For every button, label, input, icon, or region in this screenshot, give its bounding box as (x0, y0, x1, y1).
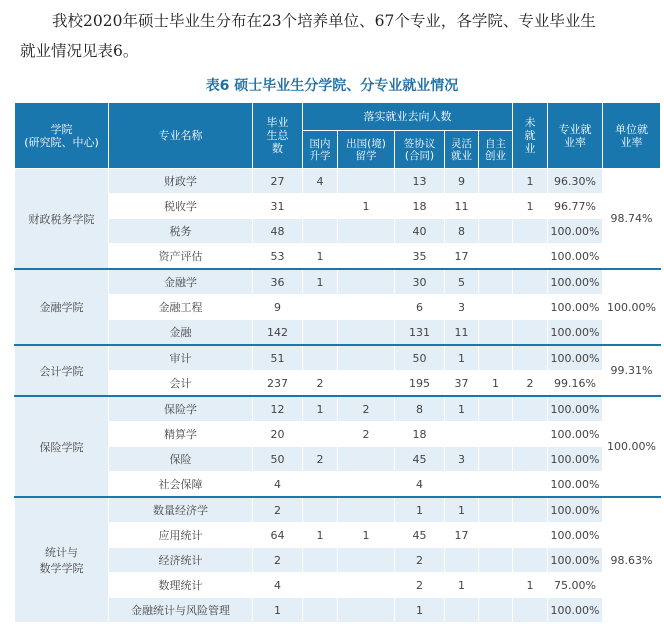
contract-cell: 35 (395, 244, 445, 270)
contract-cell: 6 (395, 295, 445, 320)
unemployed-cell: 2 (513, 371, 548, 397)
major-rate-cell: 100.00% (548, 598, 603, 623)
table-row (15, 320, 661, 346)
major-name-cell: 会计 (109, 371, 253, 397)
flexible-cell (445, 422, 479, 447)
table-row (15, 523, 661, 548)
startup-cell (479, 422, 513, 447)
table-row (15, 598, 661, 623)
major-rate-cell: 100.00% (548, 447, 603, 472)
unemployed-cell: 1 (513, 573, 548, 598)
domestic-cell (303, 422, 338, 447)
flexible-cell (445, 598, 479, 623)
unemployed-cell (513, 598, 548, 623)
flexible-cell: 17 (445, 244, 479, 270)
table-row (15, 244, 661, 270)
total-cell: 142 (253, 320, 303, 346)
contract-cell: 30 (395, 269, 445, 295)
domestic-cell: 2 (303, 447, 338, 472)
unemployed-cell (513, 345, 548, 371)
major-rate-cell: 100.00% (548, 320, 603, 346)
table-row (15, 219, 661, 244)
header-destinations: 落实就业去向人数 (303, 103, 513, 131)
total-cell: 9 (253, 295, 303, 320)
unit-rate-cell: 100.00% (603, 396, 661, 497)
header-domestic-label: 国内升学 (309, 137, 331, 162)
major-rate-cell: 99.16% (548, 371, 603, 397)
major-name-cell: 审计 (109, 345, 253, 371)
major-name-cell: 精算学 (109, 422, 253, 447)
table-body (15, 169, 661, 623)
startup-cell (479, 447, 513, 472)
major-name-cell: 金融统计与风险管理 (109, 598, 253, 623)
startup-cell (479, 523, 513, 548)
contract-cell: 131 (395, 320, 445, 346)
total-cell: 48 (253, 219, 303, 244)
flexible-cell: 1 (445, 345, 479, 371)
major-rate-cell: 96.30% (548, 169, 603, 194)
college-cell: 财政税务学院 (15, 169, 109, 270)
flexible-cell: 3 (445, 447, 479, 472)
college-name-line-2: 数学学院 (39, 562, 84, 575)
unemployed-cell: 1 (513, 194, 548, 219)
unit-rate-cell: 98.74% (603, 169, 661, 270)
table-row (15, 295, 661, 320)
contract-cell: 195 (395, 371, 445, 397)
intro-line-2: 就业情况见表6。 (20, 42, 139, 60)
table-row (15, 472, 661, 498)
abroad-cell (338, 472, 395, 498)
major-name-cell: 财政学 (109, 169, 253, 194)
header-unit-rate-label: 单位就业率 (615, 122, 649, 149)
startup-cell (479, 497, 513, 523)
header-contract-label: 签协议(合同) (403, 137, 436, 162)
header-major-rate-label: 专业就业率 (558, 122, 592, 149)
abroad-cell (338, 497, 395, 523)
domestic-cell: 4 (303, 169, 338, 194)
unemployed-cell (513, 548, 548, 573)
abroad-cell (338, 295, 395, 320)
header-graduates (253, 103, 303, 169)
abroad-cell: 2 (338, 396, 395, 422)
total-cell: 1 (253, 598, 303, 623)
major-name-cell: 经济统计 (109, 548, 253, 573)
contract-cell: 2 (395, 548, 445, 573)
startup-cell (479, 598, 513, 623)
total-cell: 12 (253, 396, 303, 422)
startup-cell (479, 295, 513, 320)
header-college-label: 学院 (50, 122, 73, 136)
contract-cell: 45 (395, 447, 445, 472)
total-cell: 20 (253, 422, 303, 447)
major-name-cell: 金融 (109, 320, 253, 346)
contract-cell: 2 (395, 573, 445, 598)
unit-rate-cell: 98.63% (603, 497, 661, 623)
domestic-cell (303, 194, 338, 219)
unemployed-cell (513, 219, 548, 244)
college-cell: 金融学院 (15, 269, 109, 345)
contract-cell: 1 (395, 598, 445, 623)
domestic-cell (303, 548, 338, 573)
flexible-cell: 11 (445, 320, 479, 346)
abroad-cell (338, 371, 395, 397)
table-row (15, 396, 661, 422)
employment-table (14, 102, 661, 623)
flexible-cell (445, 472, 479, 498)
abroad-cell (338, 320, 395, 346)
header-abroad-label: 出国(境)留学 (346, 137, 386, 162)
major-name-cell: 资产评估 (109, 244, 253, 270)
startup-cell (479, 269, 513, 295)
contract-cell: 18 (395, 422, 445, 447)
domestic-cell: 1 (303, 523, 338, 548)
major-name-cell: 数量经济学 (109, 497, 253, 523)
major-rate-cell: 100.00% (548, 219, 603, 244)
domestic-cell: 1 (303, 396, 338, 422)
abroad-cell (338, 345, 395, 371)
unemployed-cell (513, 472, 548, 498)
domestic-cell (303, 219, 338, 244)
unemployed-cell (513, 320, 548, 346)
flexible-cell: 8 (445, 219, 479, 244)
header-contract (395, 131, 445, 169)
unemployed-cell (513, 523, 548, 548)
unemployed-cell (513, 269, 548, 295)
contract-cell: 50 (395, 345, 445, 371)
abroad-cell: 1 (338, 523, 395, 548)
abroad-cell (338, 573, 395, 598)
intro-paragraph (20, 6, 656, 66)
domestic-cell: 1 (303, 244, 338, 270)
startup-cell (479, 345, 513, 371)
domestic-cell: 1 (303, 269, 338, 295)
table-row (15, 447, 661, 472)
startup-cell (479, 573, 513, 598)
header-unit-rate (603, 103, 661, 169)
major-name-cell: 保险学 (109, 396, 253, 422)
major-rate-cell: 100.00% (548, 497, 603, 523)
unemployed-cell (513, 396, 548, 422)
major-rate-cell: 100.00% (548, 523, 603, 548)
startup-cell (479, 194, 513, 219)
table-row (15, 169, 661, 194)
flexible-cell: 5 (445, 269, 479, 295)
startup-cell (479, 548, 513, 573)
flexible-cell: 1 (445, 396, 479, 422)
unit-rate-cell: 100.00% (603, 269, 661, 345)
startup-cell (479, 169, 513, 194)
abroad-cell (338, 548, 395, 573)
flexible-cell (445, 548, 479, 573)
unemployed-cell: 1 (513, 169, 548, 194)
header-abroad (338, 131, 395, 169)
abroad-cell (338, 598, 395, 623)
header-major-rate (548, 103, 603, 169)
major-rate-cell: 100.00% (548, 472, 603, 498)
total-cell: 27 (253, 169, 303, 194)
unemployed-cell (513, 497, 548, 523)
header-startup-label: 自主创业 (485, 137, 506, 162)
contract-cell: 8 (395, 396, 445, 422)
header-domestic (303, 131, 338, 169)
total-cell: 4 (253, 472, 303, 498)
flexible-cell: 11 (445, 194, 479, 219)
contract-cell: 18 (395, 194, 445, 219)
contract-cell: 40 (395, 219, 445, 244)
header-college-sub: (研究院、中心) (24, 135, 99, 149)
major-rate-cell: 100.00% (548, 548, 603, 573)
table-row (15, 371, 661, 397)
header-college (15, 103, 109, 169)
college-name-line-1: 统计与 (45, 546, 78, 559)
table-row (15, 548, 661, 573)
flexible-cell: 37 (445, 371, 479, 397)
major-rate-cell: 100.00% (548, 295, 603, 320)
college-cell: 会计学院 (15, 345, 109, 396)
contract-cell: 45 (395, 523, 445, 548)
header-graduates-label: 毕业生总数 (266, 116, 289, 155)
unit-rate-cell: 99.31% (603, 345, 661, 396)
startup-cell: 1 (479, 371, 513, 397)
domestic-cell (303, 497, 338, 523)
abroad-cell (338, 244, 395, 270)
total-cell: 2 (253, 548, 303, 573)
startup-cell (479, 244, 513, 270)
major-rate-cell: 100.00% (548, 345, 603, 371)
table-row (15, 422, 661, 447)
major-name-cell: 金融学 (109, 269, 253, 295)
major-rate-cell: 75.00% (548, 573, 603, 598)
domestic-cell (303, 598, 338, 623)
major-rate-cell: 96.77% (548, 194, 603, 219)
total-cell: 4 (253, 573, 303, 598)
header-startup (479, 131, 513, 169)
contract-cell: 4 (395, 472, 445, 498)
major-name-cell: 数理统计 (109, 573, 253, 598)
abroad-cell (338, 447, 395, 472)
domestic-cell (303, 295, 338, 320)
unemployed-cell (513, 244, 548, 270)
major-name-cell: 税收学 (109, 194, 253, 219)
total-cell: 64 (253, 523, 303, 548)
unemployed-cell (513, 295, 548, 320)
college-cell: 保险学院 (15, 396, 109, 497)
major-name-cell: 金融工程 (109, 295, 253, 320)
table-row (15, 497, 661, 523)
domestic-cell (303, 472, 338, 498)
major-rate-cell: 100.00% (548, 244, 603, 270)
header-unemployed (513, 103, 548, 169)
flexible-cell: 1 (445, 497, 479, 523)
total-cell: 50 (253, 447, 303, 472)
header-unemployed-label: 未就业 (524, 116, 536, 155)
major-name-cell: 应用统计 (109, 523, 253, 548)
table-row (15, 345, 661, 371)
header-flexible (445, 131, 479, 169)
domestic-cell (303, 345, 338, 371)
major-name-cell: 保险 (109, 447, 253, 472)
domestic-cell: 2 (303, 371, 338, 397)
abroad-cell: 2 (338, 422, 395, 447)
total-cell: 36 (253, 269, 303, 295)
total-cell: 31 (253, 194, 303, 219)
table-caption: 表6 硕士毕业生分学院、分专业就业情况 (205, 78, 459, 94)
major-name-cell: 税务 (109, 219, 253, 244)
abroad-cell (338, 169, 395, 194)
major-rate-cell: 100.00% (548, 396, 603, 422)
flexible-cell: 17 (445, 523, 479, 548)
startup-cell (479, 396, 513, 422)
startup-cell (479, 320, 513, 346)
college-cell (15, 497, 109, 623)
flexible-cell: 3 (445, 295, 479, 320)
startup-cell (479, 219, 513, 244)
table-row (15, 573, 661, 598)
intro-line-1: 我校2020年硕士毕业生分布在23个培养单位、67个专业，各学院、专业毕业生 (52, 12, 596, 30)
major-name-cell: 社会保障 (109, 472, 253, 498)
table-row (15, 269, 661, 295)
startup-cell (479, 472, 513, 498)
total-cell: 53 (253, 244, 303, 270)
table-row (15, 194, 661, 219)
flexible-cell: 1 (445, 573, 479, 598)
total-cell: 2 (253, 497, 303, 523)
header-major: 专业名称 (109, 103, 253, 169)
unemployed-cell (513, 422, 548, 447)
major-rate-cell: 100.00% (548, 422, 603, 447)
contract-cell: 13 (395, 169, 445, 194)
abroad-cell: 1 (338, 194, 395, 219)
contract-cell: 1 (395, 497, 445, 523)
domestic-cell (303, 320, 338, 346)
total-cell: 237 (253, 371, 303, 397)
major-rate-cell: 100.00% (548, 269, 603, 295)
abroad-cell (338, 269, 395, 295)
total-cell: 51 (253, 345, 303, 371)
domestic-cell (303, 573, 338, 598)
flexible-cell: 9 (445, 169, 479, 194)
header-flexible-label: 灵活就业 (451, 137, 472, 162)
abroad-cell (338, 219, 395, 244)
unemployed-cell (513, 447, 548, 472)
